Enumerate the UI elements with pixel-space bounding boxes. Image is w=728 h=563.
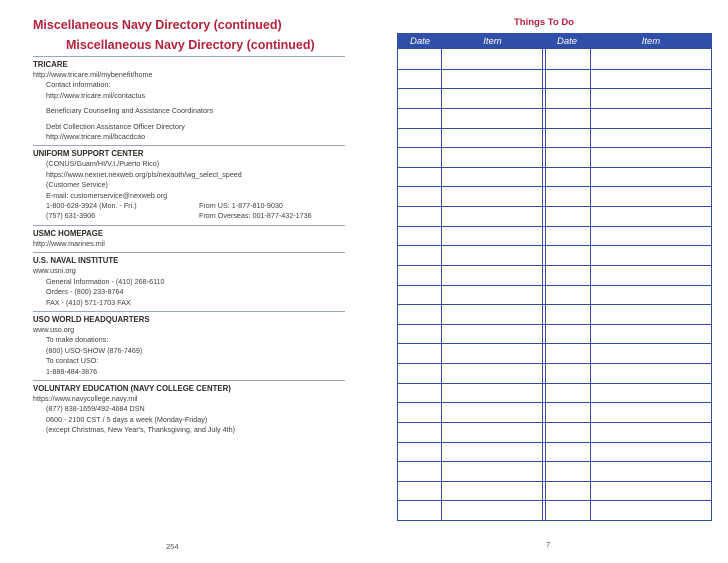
directory-line xyxy=(33,201,345,211)
table-row-line xyxy=(398,422,711,423)
table-row-line xyxy=(398,128,711,129)
directory-line: http://www.tricare.mil/contactus xyxy=(46,90,146,100)
directory-line: (Customer Service) xyxy=(46,180,108,190)
table-row-line xyxy=(398,88,711,89)
directory-line: Debt Collection Assistance Officer Directory xyxy=(46,121,185,131)
table-row-line xyxy=(398,461,711,462)
directory-line: http://www.marines.mil xyxy=(33,238,105,248)
line-left-text: (757) 631-3906 xyxy=(46,211,96,221)
column-header-date-1: Date xyxy=(409,36,431,47)
directory-line: (CONUS/Guam/HI/V.I./Puerto Rico) xyxy=(46,159,160,169)
table-row-line xyxy=(398,245,711,246)
directory-line: (800) USO-SHOW (876-7469) xyxy=(46,345,143,355)
directory-line: Orders - (800) 233-8764 xyxy=(46,287,124,297)
column-header-item-2: Item xyxy=(641,36,661,47)
directory-section xyxy=(33,226,345,253)
directory-line: http://www.tricare.mil/bcacdcao xyxy=(46,132,146,142)
table-row-line xyxy=(398,343,711,344)
section-title: U.S. NAVAL INSTITUTE xyxy=(33,256,119,266)
directory-line: Beneficiary Counseling and Assistance Coordinators xyxy=(46,106,214,116)
directory-line: (except Christmas, New Year's, Thanksgiving, and July 4th) xyxy=(46,425,236,435)
section-title: UNIFORM SUPPORT CENTER xyxy=(33,149,144,159)
directory-section xyxy=(33,146,345,225)
directory-line: www.usni.org xyxy=(33,266,76,276)
line-right-text: From Overseas: 001-877-432-1736 xyxy=(199,211,312,221)
directory-line: General Information - (410) 268-6110 xyxy=(46,276,165,286)
page-number-right: 7 xyxy=(546,540,551,549)
line-left-text: 1-800-628-3924 (Mon. - Fri.) xyxy=(46,201,137,211)
table-row-line xyxy=(398,324,711,325)
column-header-date-2: Date xyxy=(556,36,578,47)
table-row-line xyxy=(398,167,711,168)
table-row-line xyxy=(398,304,711,305)
page-number-left: 254 xyxy=(166,542,179,551)
table-row-line xyxy=(398,265,711,266)
table-row-line xyxy=(398,186,711,187)
directory-title: Miscellaneous Navy Directory (continued) xyxy=(33,18,282,32)
directory-entries xyxy=(33,57,345,439)
table-row-line xyxy=(398,108,711,109)
directory-line: 0600 - 2100 CST / 5 days a week (Monday-Friday) xyxy=(46,414,208,424)
directory-line: https://www.navycollege.navy.mil xyxy=(33,393,138,403)
table-row-line xyxy=(398,363,711,364)
directory-section xyxy=(33,381,345,439)
section-title: USO WORLD HEADQUARTERS xyxy=(33,314,150,324)
right-page xyxy=(364,0,728,563)
directory-subtitle: Miscellaneous Navy Directory (continued) xyxy=(66,38,315,52)
directory-line: https://www.nexnet.nexweb.org/pls/nexauth/wg_select_speed xyxy=(46,169,242,179)
directory-section xyxy=(33,312,345,381)
table-row-line xyxy=(398,285,711,286)
directory-section xyxy=(33,57,345,146)
directory-section xyxy=(33,253,345,312)
directory-line: To make donations: xyxy=(46,335,109,345)
directory-line: E-mail: customerservice@nexweb.org xyxy=(46,190,168,200)
table-row-line xyxy=(398,442,711,443)
directory-line: http://www.tricare.mil/mybenefit/home xyxy=(33,70,153,79)
table-row-line xyxy=(398,481,711,482)
directory-line xyxy=(33,211,345,221)
directory-line: FAX - (410) 571-1703 FAX xyxy=(46,297,131,307)
directory-line: (877) 838-1659/492-4684 DSN xyxy=(46,404,145,414)
directory-line: 1-888-484-3876 xyxy=(46,366,98,376)
table-row-line xyxy=(398,383,711,384)
section-title: TRICARE xyxy=(33,60,68,69)
line-right-text: From US: 1-877-810-9030 xyxy=(199,201,283,211)
section-title: USMC HOMEPAGE xyxy=(33,228,104,238)
directory-line: To contact USO: xyxy=(46,356,99,366)
table-row-line xyxy=(398,206,711,207)
section-title: VOLUNTARY EDUCATION (NAVY COLLEGE CENTER) xyxy=(33,383,231,393)
directory-line: www.uso.org xyxy=(33,324,75,334)
table-row-line xyxy=(398,147,711,148)
table-row-line xyxy=(398,402,711,403)
things-to-do-heading: Things To Do xyxy=(514,17,574,28)
directory-line: Contact information: xyxy=(46,80,111,90)
table-row-line xyxy=(398,226,711,227)
column-header-item-1: Item xyxy=(483,36,502,47)
table-row-line xyxy=(398,69,711,70)
table-row-line xyxy=(398,500,711,501)
things-to-do-table xyxy=(397,33,712,521)
table-header xyxy=(398,34,711,49)
